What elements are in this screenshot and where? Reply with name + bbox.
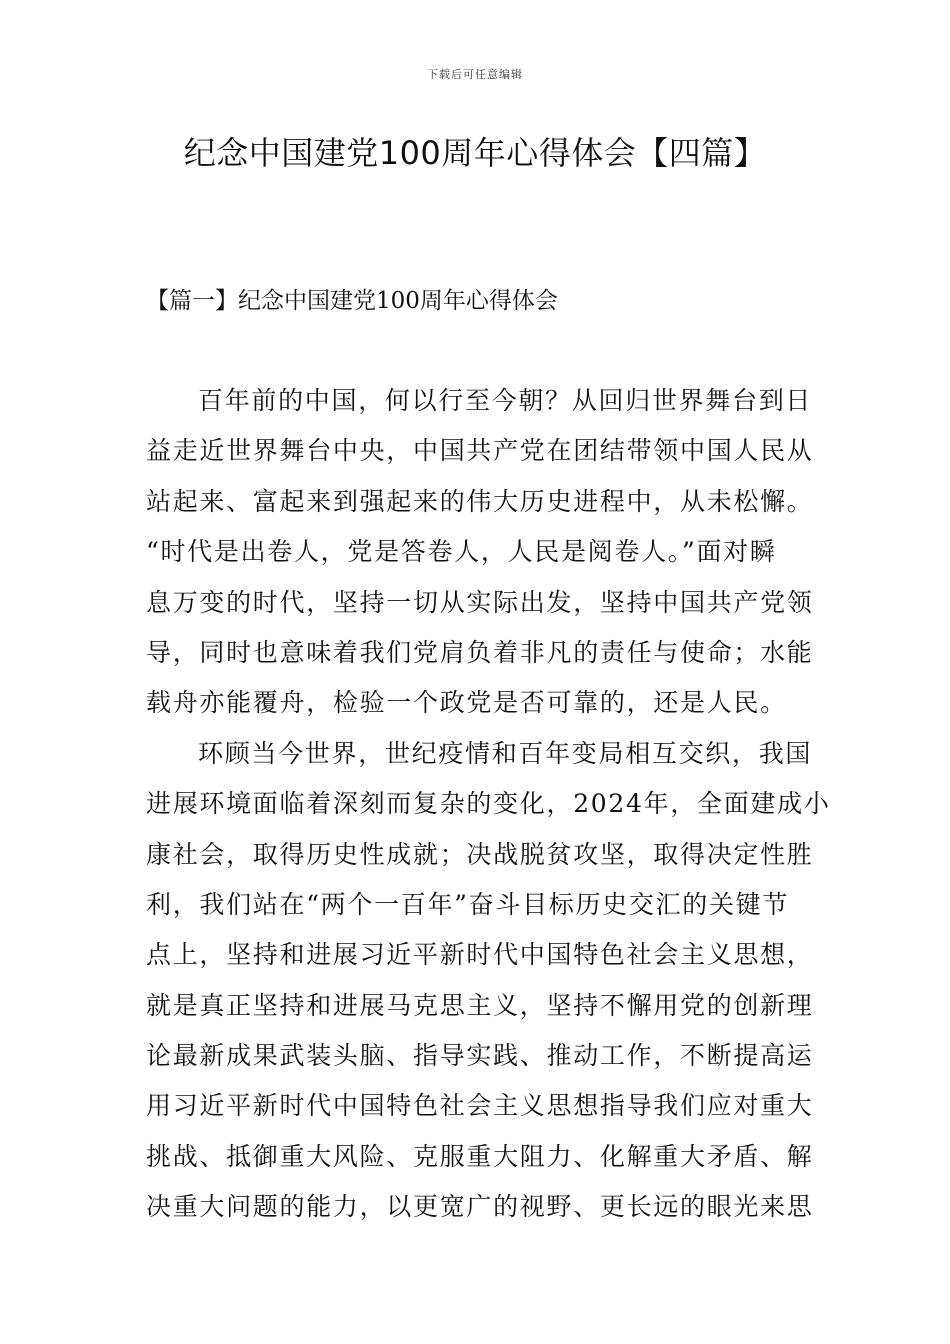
section-heading: 【篇一】纪念中国建党100周年心得体会 bbox=[146, 288, 558, 314]
text-line: 导，同时也意味着我们党肩负着非凡的责任与使命；水能 bbox=[146, 637, 814, 667]
text-line: 环顾当今世界，世纪疫情和百年变局相互交织，我国 bbox=[198, 738, 813, 768]
text-line: 益走近世界舞台中央，中国共产党在团结带领中国人民从 bbox=[146, 436, 814, 466]
text-line: 息万变的时代，坚持一切从实际出发，坚持中国共产党领 bbox=[146, 587, 814, 617]
text-line: “时代是出卷人，党是答卷人，人民是阅卷人。”面对瞬 bbox=[146, 537, 777, 567]
text-line: 进展环境面临着深刻而复杂的变化，2024年，全面建成小 bbox=[146, 789, 831, 819]
paragraph-1 bbox=[146, 376, 814, 729]
text-line: 百年前的中国，何以行至今朝？从回归世界舞台到日 bbox=[198, 386, 813, 415]
text-line: 用习近平新时代中国特色社会主义思想指导我们应对重大 bbox=[146, 1091, 814, 1121]
text-line: 康社会，取得历史性成就；决战脱贫攻坚，取得决定性胜 bbox=[146, 839, 814, 869]
text-line: 利，我们站在“两个一百年”奋斗目标历史交汇的关键节 bbox=[146, 889, 790, 919]
document-body bbox=[146, 376, 831, 1233]
text-line: 就是真正坚持和进展马克思主义，坚持不懈用党的创新理 bbox=[146, 990, 814, 1020]
text-line: 点上，坚持和进展习近平新时代中国特色社会主义思想， bbox=[146, 940, 814, 970]
paragraph-2 bbox=[146, 729, 831, 1233]
text-line: 挑战、抵御重大风险、克服重大阻力、化解重大矛盾、解 bbox=[146, 1141, 814, 1171]
header-note: 下载后可任意编辑 bbox=[427, 68, 523, 81]
document-title: 纪念中国建党100周年心得体会【四篇】 bbox=[183, 134, 767, 172]
text-line: 论最新成果武装头脑、指导实践、推动工作，不断提高运 bbox=[146, 1041, 814, 1071]
text-line: 载舟亦能覆舟，检验一个政党是否可靠的，还是人民。 bbox=[146, 688, 787, 718]
text-line: 站起来、富起来到强起来的伟大历史进程中，从未松懈。 bbox=[146, 486, 814, 516]
text-line: 决重大问题的能力，以更宽广的视野、更长远的眼光来思 bbox=[146, 1192, 814, 1222]
